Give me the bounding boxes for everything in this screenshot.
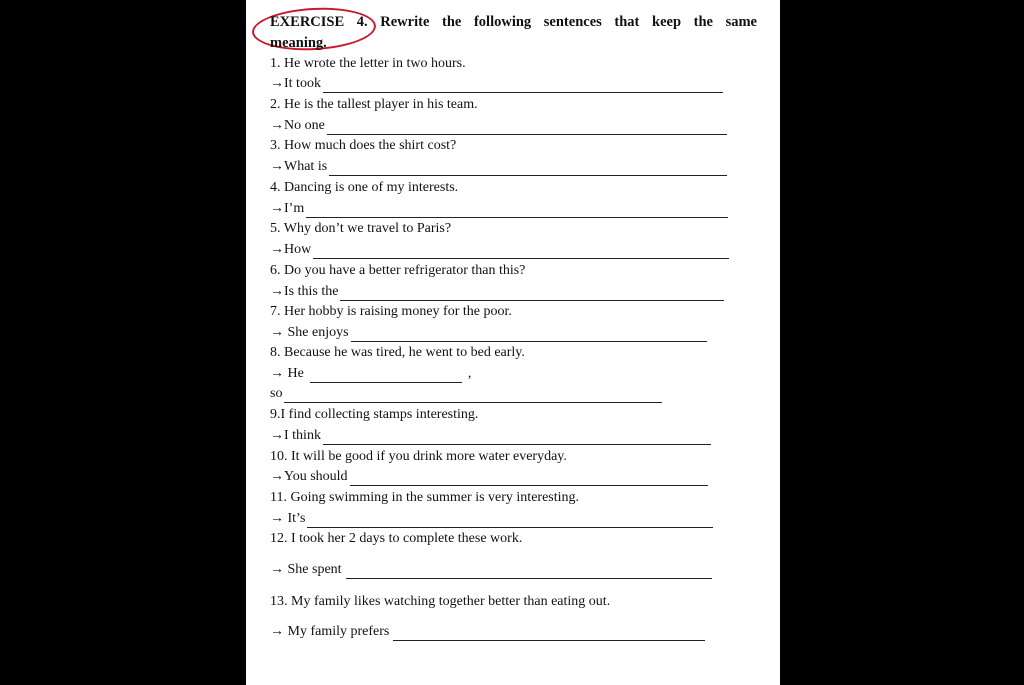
answer-blank[interactable]	[340, 286, 724, 301]
answer-prompt: →I think	[270, 428, 321, 443]
answer-3	[270, 158, 727, 176]
answer-8-cont	[270, 385, 662, 403]
answer-blank[interactable]	[310, 368, 462, 383]
answer-blank[interactable]	[329, 161, 727, 176]
answer-6	[270, 283, 724, 301]
question-5: 5. Why don’t we travel to Paris?	[270, 221, 452, 236]
question-12: 12. I took her 2 days to complete these work.	[270, 531, 523, 546]
answer-prompt: →How	[270, 242, 312, 257]
answer-prompt: → My family prefers	[270, 624, 390, 639]
question-3: 3. How much does the shirt cost?	[270, 138, 457, 153]
answer-blank[interactable]	[284, 388, 662, 403]
question-6: 6. Do you have a better refrigerator than this?	[270, 263, 526, 278]
question-4: 4. Dancing is one of my interests.	[270, 180, 459, 195]
question-13: 13. My family likes watching together better than eating out.	[270, 594, 611, 609]
comma: ,	[467, 366, 472, 381]
answer-prompt: → She spent	[270, 562, 342, 577]
answer-blank[interactable]	[313, 244, 729, 259]
answer-blank[interactable]	[306, 203, 728, 218]
answer-11	[270, 510, 713, 528]
answer-prompt: →Is this the	[270, 284, 339, 299]
question-2: 2. He is the tallest player in his team.	[270, 97, 478, 112]
answer-prompt-so: so	[270, 386, 283, 401]
answer-prompt: → It’s	[270, 511, 306, 526]
answer-10	[270, 468, 708, 486]
answer-12	[270, 561, 712, 579]
answer-7	[270, 324, 707, 342]
answer-blank[interactable]	[307, 513, 713, 528]
exercise-heading-cont: meaning.	[270, 35, 327, 51]
answer-8	[270, 365, 471, 383]
answer-blank[interactable]	[350, 471, 708, 486]
question-8: 8. Because he was tired, he went to bed early.	[270, 345, 525, 360]
answer-prompt: → He	[270, 366, 304, 381]
answer-prompt: →You should	[270, 469, 348, 484]
question-9: 9.I find collecting stamps interesting.	[270, 407, 479, 422]
answer-blank[interactable]	[323, 78, 723, 93]
answer-1	[270, 75, 723, 93]
answer-prompt: →What is	[270, 159, 328, 174]
worksheet-page	[246, 0, 780, 685]
answer-blank[interactable]	[346, 564, 712, 579]
question-7: 7. Her hobby is raising money for the poor.	[270, 304, 512, 319]
answer-prompt: → She enjoys	[270, 325, 349, 340]
answer-prompt: →It took	[270, 76, 321, 91]
answer-blank[interactable]	[393, 626, 705, 641]
answer-blank[interactable]	[327, 120, 727, 135]
question-1: 1. He wrote the letter in two hours.	[270, 56, 466, 71]
question-11: 11. Going swimming in the summer is very interesting.	[270, 490, 580, 505]
answer-prompt: →No one	[270, 118, 325, 133]
answer-blank[interactable]	[323, 430, 711, 445]
exercise-heading: EXERCISE 4. Rewrite the following sentences that keep the same	[270, 14, 757, 30]
answer-13	[270, 623, 705, 641]
answer-prompt: →I’m	[270, 201, 305, 216]
answer-blank[interactable]	[351, 327, 707, 342]
answer-9	[270, 427, 711, 445]
answer-4	[270, 200, 728, 218]
answer-5	[270, 241, 729, 259]
answer-2	[270, 117, 727, 135]
question-10: 10. It will be good if you drink more water everyday.	[270, 449, 567, 464]
